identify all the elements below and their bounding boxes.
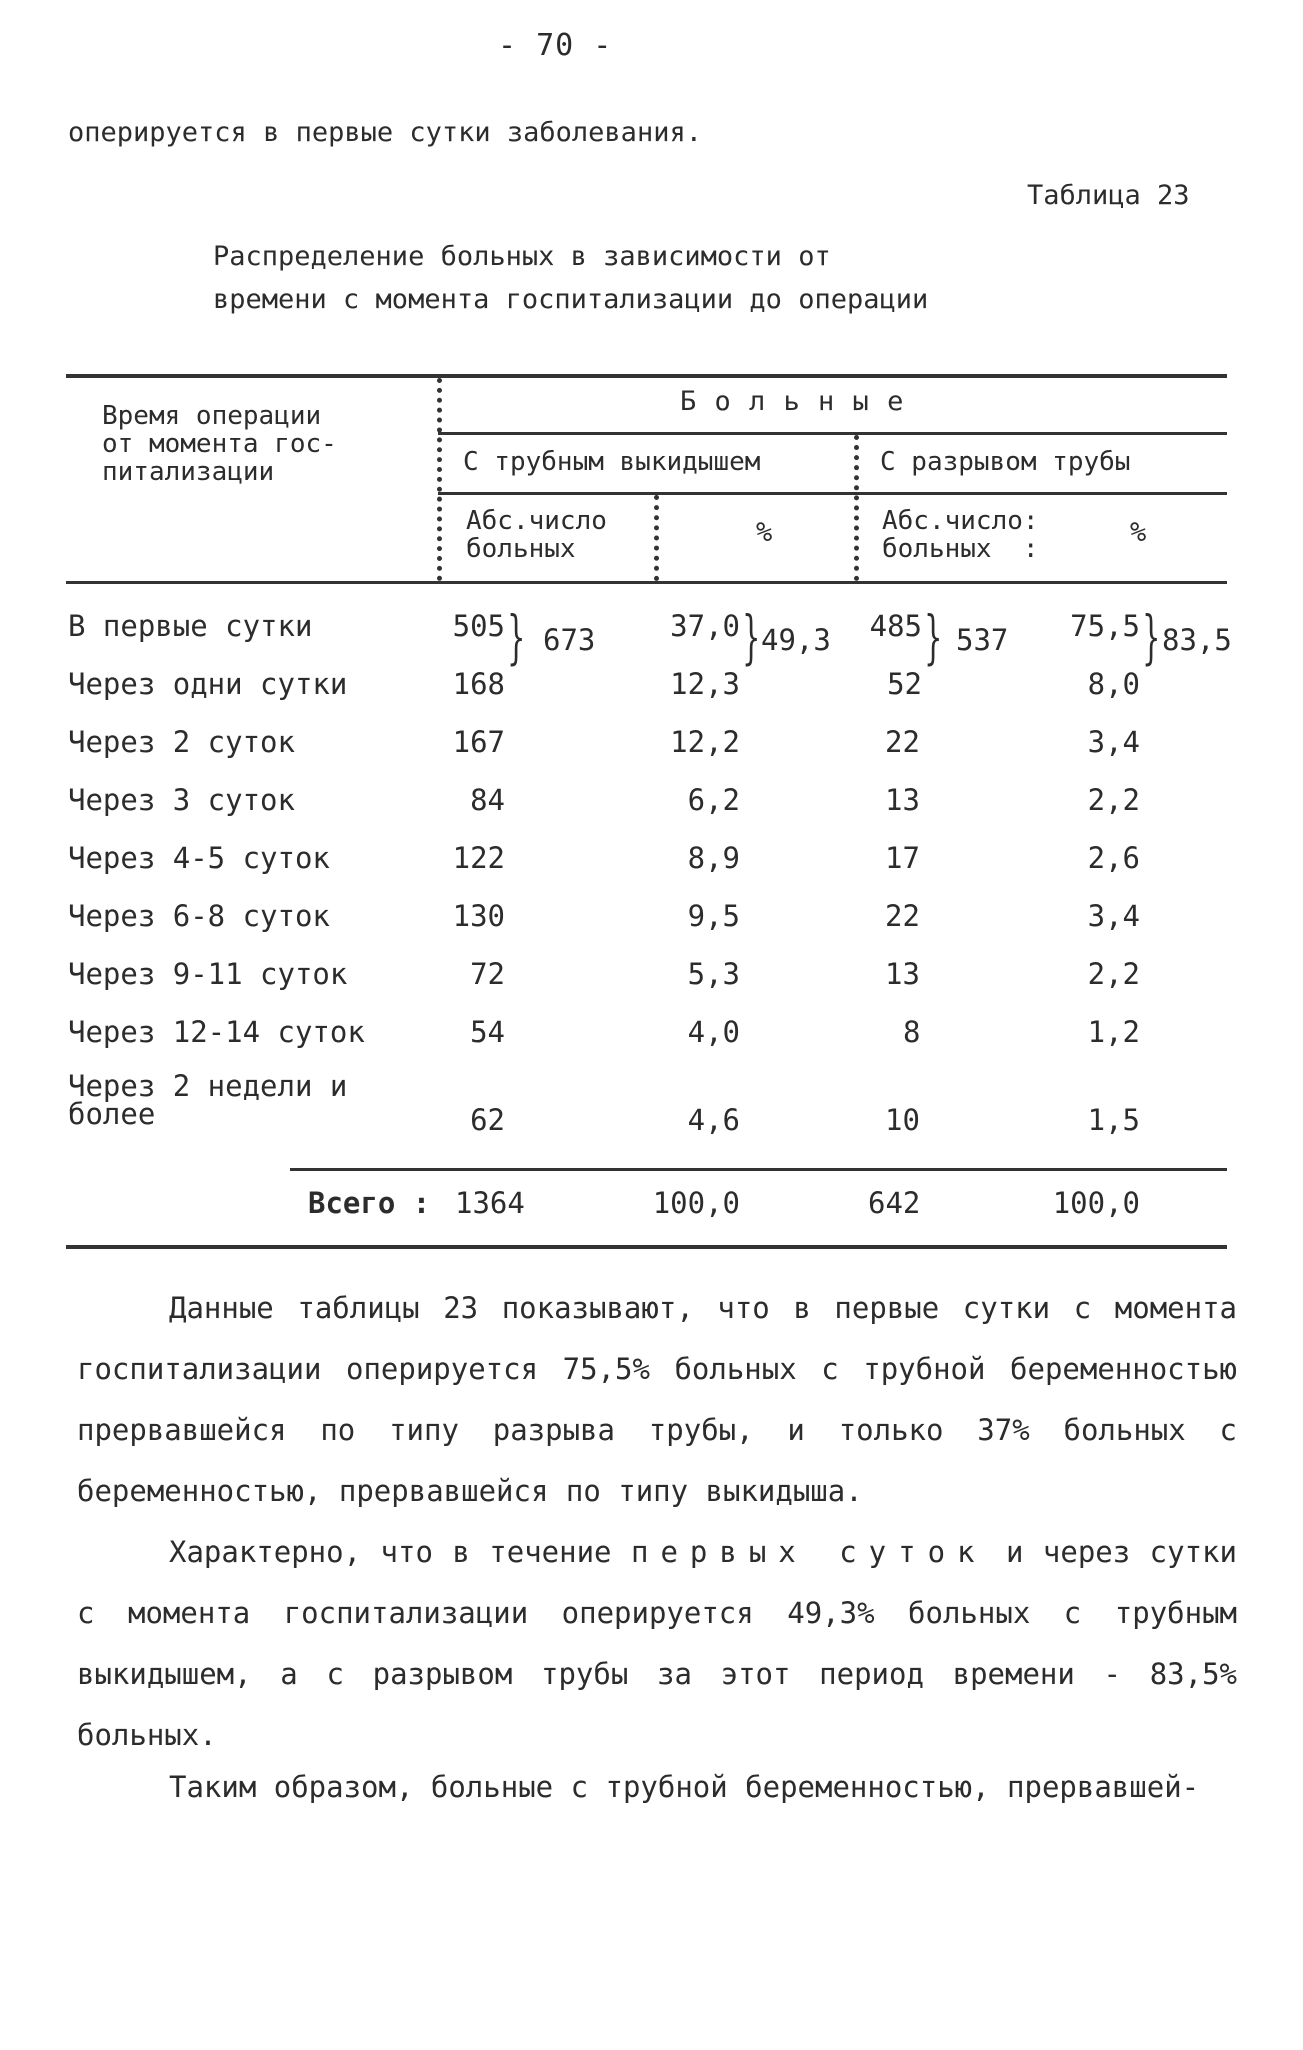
cell-abs2: 13	[885, 783, 920, 817]
header-sub-rule	[438, 492, 1227, 495]
row-label: В первые сутки	[68, 609, 313, 643]
total-abs1: 1364	[455, 1186, 525, 1220]
brace-pct2: }	[1142, 603, 1161, 671]
paragraph-3: Таким образом, больные с трубной беременностью, прервавшей-	[169, 1770, 1200, 1804]
cell-pct2: 8,0	[1087, 667, 1140, 701]
page-number: - 70 -	[498, 28, 613, 63]
table-bottom-rule	[66, 1245, 1227, 1249]
cell-abs2: 13	[885, 957, 920, 991]
cell-pct2: 2,2	[1087, 783, 1140, 817]
total-abs2: 642	[868, 1186, 921, 1220]
cell-abs1: 54	[470, 1015, 505, 1049]
total-pct2: 100,0	[1052, 1186, 1140, 1220]
row-header-line-3: питализации	[102, 457, 275, 487]
total-pct1: 100,0	[652, 1186, 740, 1220]
cell-abs1: 84	[470, 783, 505, 817]
sub-abs-1-line-2: больных	[466, 534, 576, 564]
group-header: Б о л ь н ы е	[680, 386, 905, 417]
cell-abs1: 130	[452, 899, 505, 933]
cell-abs2: 485	[869, 609, 922, 643]
cell-pct1: 8,9	[687, 841, 740, 875]
table-title-line-2: времени с момента госпитализации до операции	[213, 284, 929, 315]
header-bottom-rule	[66, 581, 1227, 584]
cell-abs1: 122	[452, 841, 505, 875]
cell-abs1: 168	[452, 667, 505, 701]
cell-pct2: 2,6	[1087, 841, 1140, 875]
brace-abs1: }	[507, 603, 526, 671]
cell-abs2: 22	[885, 899, 920, 933]
cell-pct2: 1,2	[1087, 1015, 1140, 1049]
cell-pct2: 3,4	[1087, 725, 1140, 759]
cell-pct2: 3,4	[1087, 899, 1140, 933]
cell-abs2: 52	[887, 667, 922, 701]
table-caption: Таблица 23	[1027, 180, 1190, 211]
row-label: Через 3 суток	[68, 783, 295, 817]
row-label: Через 6-8 суток	[68, 899, 330, 933]
sub-pct-1: %	[756, 517, 773, 548]
header-separator-1	[437, 378, 442, 581]
sub-abs-2-line-2: больных :	[882, 534, 1039, 564]
cell-pct2: 75,5	[1070, 609, 1140, 643]
paragraph-2-spaced: первых суток	[630, 1535, 987, 1569]
brace-abs2: }	[924, 603, 943, 671]
row-label: Через 12-14 суток	[68, 1015, 365, 1049]
row-label: Через одни сутки	[68, 667, 348, 701]
brace-value-pct1: 49,3	[761, 623, 831, 657]
cell-pct1: 4,0	[687, 1015, 740, 1049]
cell-abs2: 10	[885, 1103, 920, 1137]
row-label: Через 9-11 суток	[68, 957, 348, 991]
sub-abs-2-line-1: Абс.число:	[882, 506, 1039, 536]
cell-pct1: 9,5	[687, 899, 740, 933]
cell-abs2: 8	[903, 1015, 921, 1049]
cell-pct1: 4,6	[687, 1103, 740, 1137]
cell-pct1: 37,0	[670, 609, 740, 643]
row-header-line-1: Время операции	[102, 401, 322, 431]
cell-abs1: 505	[452, 609, 505, 643]
total-label: Всего :	[308, 1186, 431, 1220]
total-top-rule	[290, 1168, 1227, 1171]
paragraph-2	[77, 1522, 1237, 1766]
brace-value-abs2: 537	[956, 623, 1009, 657]
header-separator-2	[654, 495, 659, 581]
cell-pct2: 1,5	[1087, 1103, 1140, 1137]
col-group-1-header: С трубным выкидышем	[463, 447, 761, 477]
col-group-2-header: С разрывом трубы	[880, 447, 1131, 477]
cell-abs2: 17	[885, 841, 920, 875]
table-top-rule	[66, 374, 1227, 378]
header-separator-3	[854, 435, 859, 581]
header-mid-rule	[438, 432, 1227, 435]
brace-value-abs1: 673	[543, 623, 596, 657]
cell-abs1: 167	[452, 725, 505, 759]
cell-pct1: 6,2	[687, 783, 740, 817]
sub-pct-2: %	[1130, 517, 1147, 548]
cell-abs1: 62	[470, 1103, 505, 1137]
paragraph-2-start: Характерно, что в течение	[169, 1535, 612, 1569]
paragraph-1: Данные таблицы 23 показывают, что в первые сутки с момента госпитализации оперируется 75,5% больных с трубной беременностью прервавшейся по типу разрыва трубы, и только 37% больных с беременностью, прервавшейся по типу выкидыша.	[77, 1291, 1237, 1508]
paragraph-2-end: и через сутки с момента госпитализации оперируется 49,3% больных с трубным выкидышем, а с разрывом трубы за этот период времени - 83,5% больных.	[77, 1535, 1237, 1752]
cell-abs1: 72	[470, 957, 505, 991]
cell-pct2: 2,2	[1087, 957, 1140, 991]
intro-line: оперируется в первые сутки заболевания.	[68, 117, 702, 148]
cell-pct1: 12,3	[670, 667, 740, 701]
brace-pct1: }	[742, 603, 761, 671]
cell-pct1: 12,2	[670, 725, 740, 759]
row-label: Через 2 суток	[68, 725, 295, 759]
sub-abs-1-line-1: Абс.число	[466, 506, 607, 536]
row-label-line-2: более	[68, 1097, 156, 1131]
brace-value-pct2: 83,5	[1162, 623, 1232, 657]
row-label: Через 4-5 суток	[68, 841, 330, 875]
cell-pct1: 5,3	[687, 957, 740, 991]
row-header-line-2: от момента гос-	[102, 429, 337, 459]
row-label-line-1: Через 2 недели и	[68, 1069, 348, 1103]
table-title-line-1: Распределение больных в зависимости от	[213, 241, 831, 272]
cell-abs2: 22	[885, 725, 920, 759]
